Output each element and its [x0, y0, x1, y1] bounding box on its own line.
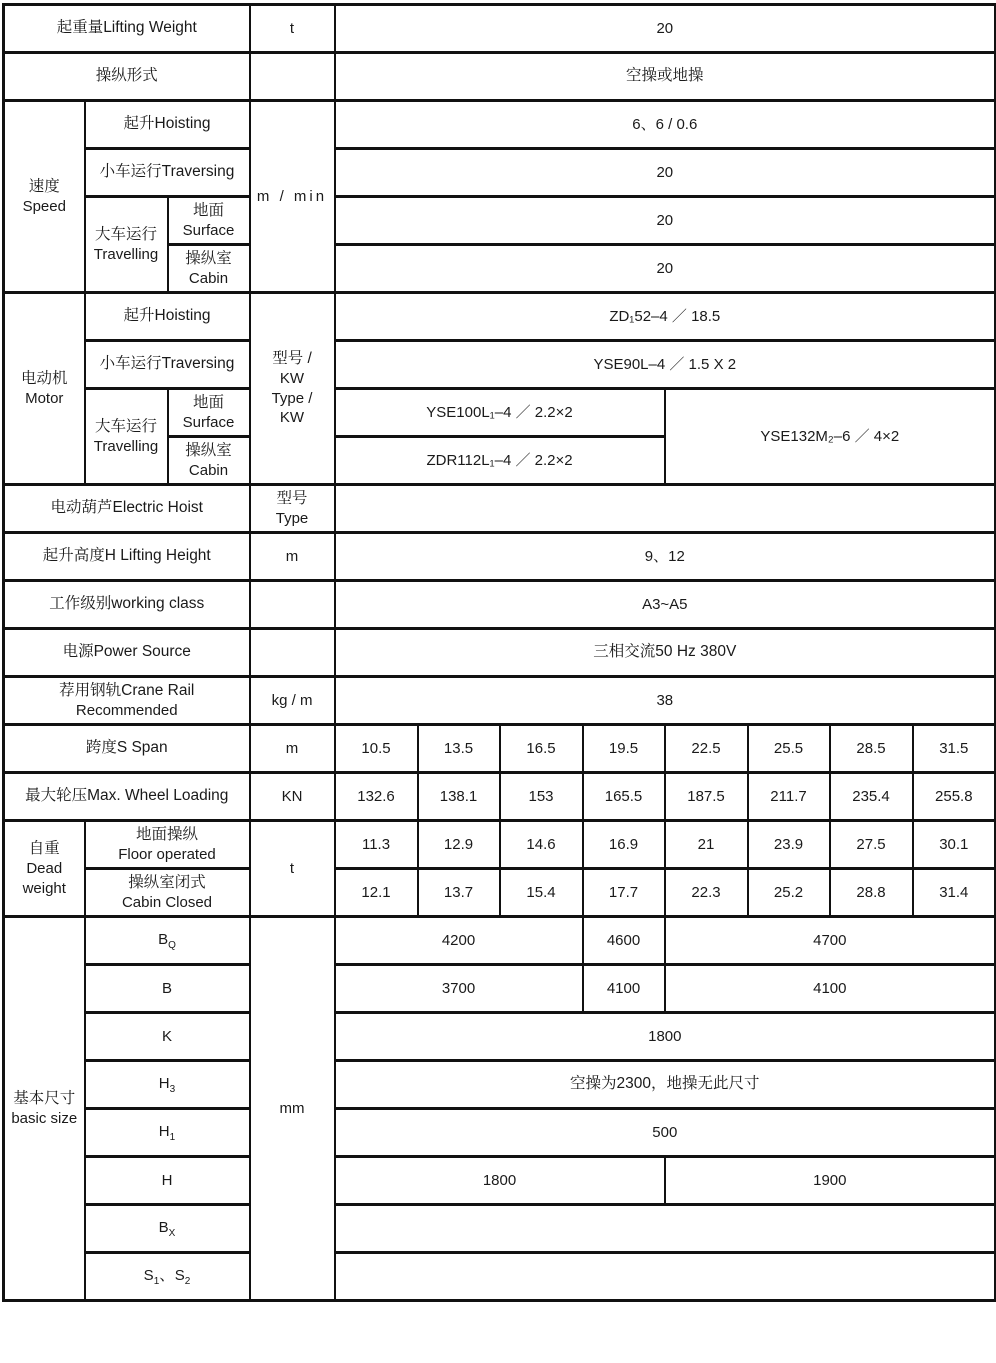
basic-size-h-value-2: 1900: [665, 1157, 996, 1205]
electric-hoist-unit-line2: Type: [275, 509, 309, 527]
lifting-weight-value: 20: [335, 5, 996, 53]
basic-size-bq-value-2: 4600: [583, 917, 665, 965]
span-value-cell: 16.5: [500, 725, 583, 773]
dead-weight-cabin-value-cell: 13.7: [418, 869, 500, 917]
basic-size-k-label: [85, 1013, 250, 1061]
row-basic-size-bx: [4, 1205, 996, 1253]
basic-size-b-value-3: 4100: [665, 965, 996, 1013]
span-value-cell: 13.5: [418, 725, 500, 773]
crane-rail-value: 38: [335, 677, 996, 725]
basic-size-h1-value: 500: [335, 1109, 996, 1157]
motor-unit-line1: 型号 /: [272, 350, 312, 368]
span-value-cell: 28.5: [830, 725, 913, 773]
row-basic-size-bq: [4, 917, 996, 965]
row-electric-hoist: [4, 485, 996, 533]
motor-cabin-label: [168, 437, 250, 485]
basic-size-bx-value: [335, 1205, 996, 1253]
basic-size-h-value-1: 1800: [335, 1157, 665, 1205]
bx-sub: X: [168, 1228, 176, 1239]
b-main: B: [162, 979, 173, 997]
dead-weight-cabin-value-cell: 28.8: [830, 869, 913, 917]
row-power-source: [4, 629, 996, 677]
control-mode-label: 操纵形式: [4, 53, 250, 101]
lifting-height-value: 9、12: [335, 533, 996, 581]
speed-cabin-value: 20: [335, 245, 996, 293]
motor-surface-label: [168, 389, 250, 437]
dead-weight-cabin-value-cell: 15.4: [500, 869, 583, 917]
row-speed-traversing: [4, 149, 996, 197]
basic-size-unit: mm: [250, 917, 335, 1301]
dead-weight-floor-value-cell: 30.1: [913, 821, 996, 869]
speed-group-en: Speed: [22, 197, 66, 215]
crane-rail-label-line1: 荐用钢轨Crane Rail: [59, 681, 195, 699]
dead-weight-cabin-value-cell: 25.2: [748, 869, 830, 917]
dead-weight-floor-value-cell: 27.5: [830, 821, 913, 869]
motor-travelling-label: [85, 389, 168, 485]
speed-cabin-zh: 操纵室: [185, 249, 232, 267]
motor-cabin-value: ZDR112L₁–4 ／ 2.2×2: [335, 437, 665, 485]
h-main: H: [161, 1171, 173, 1189]
dead-weight-floor-value-cell: 23.9: [748, 821, 830, 869]
speed-group-zh: 速度: [28, 177, 60, 195]
speed-hoisting-value: 6、6 / 0.6: [335, 101, 996, 149]
dead-weight-cabin-value-cell: 17.7: [583, 869, 665, 917]
dead-weight-cabin-value-cell: 12.1: [335, 869, 418, 917]
basic-size-k-value: 1800: [335, 1013, 996, 1061]
motor-traversing-label: 小车运行Traversing: [85, 341, 250, 389]
speed-surface-value: 20: [335, 197, 996, 245]
span-value-cell: 10.5: [335, 725, 418, 773]
motor-surface-value: YSE100L₁–4 ／ 2.2×2: [335, 389, 665, 437]
row-basic-size-k: [4, 1013, 996, 1061]
dead-weight-cabin-value-cell: 22.3: [665, 869, 748, 917]
speed-cabin-label: [168, 245, 250, 293]
row-basic-size-h: [4, 1157, 996, 1205]
dead-weight-group-en2: weight: [22, 879, 66, 897]
wheel-loading-value-cell: 138.1: [418, 773, 500, 821]
s1-sub: 1: [153, 1276, 160, 1287]
motor-travelling-combined-value: YSE132M₂–6 ／ 4×2: [665, 389, 996, 485]
dead-weight-floor-value-cell: 14.6: [500, 821, 583, 869]
motor-travelling-zh: 大车运行: [94, 417, 157, 435]
working-class-value: A3~A5: [335, 581, 996, 629]
working-class-unit: [250, 581, 335, 629]
dead-weight-floor-value-cell: 12.9: [418, 821, 500, 869]
motor-unit-line4: KW: [279, 409, 305, 427]
wheel-loading-value-cell: 153: [500, 773, 583, 821]
wheel-loading-unit: KN: [250, 773, 335, 821]
dead-weight-floor-value-cell: 16.9: [583, 821, 665, 869]
row-working-class: [4, 581, 996, 629]
crane-rail-label: [4, 677, 250, 725]
speed-surface-en: Surface: [182, 221, 235, 239]
row-speed-hoisting: [4, 101, 996, 149]
motor-group-en: Motor: [25, 389, 64, 407]
row-lifting-weight: [4, 5, 996, 53]
h3-main: H: [158, 1075, 170, 1092]
h3-sub: 3: [169, 1084, 176, 1095]
dead-weight-group-zh: 自重: [28, 839, 60, 857]
motor-group-zh: 电动机: [20, 369, 68, 387]
s1-main: S: [143, 1267, 154, 1284]
span-value-cell: 19.5: [583, 725, 665, 773]
dead-weight-cabin-label: [85, 869, 250, 917]
bq-sub: Q: [168, 940, 176, 951]
speed-traversing-label: 小车运行Traversing: [85, 149, 250, 197]
wheel-loading-value-cell: 132.6: [335, 773, 418, 821]
span-unit: m: [250, 725, 335, 773]
speed-surface-label: [168, 197, 250, 245]
dead-weight-cabin-zh: 操纵室闭式: [128, 873, 206, 891]
span-label: 跨度S Span: [4, 725, 250, 773]
motor-unit-line2: KW: [279, 370, 305, 388]
h1-main: H: [158, 1123, 170, 1140]
speed-unit: m / min: [250, 101, 335, 293]
crane-rail-label-line2: Recommended: [75, 701, 178, 719]
dead-weight-floor-value-cell: 11.3: [335, 821, 418, 869]
row-basic-size-h1: [4, 1109, 996, 1157]
lifting-height-label: 起升高度H Lifting Height: [4, 533, 250, 581]
basic-size-s1s2-label: [85, 1253, 250, 1301]
row-speed-travelling-surface: [4, 197, 996, 245]
motor-cabin-zh: 操纵室: [185, 441, 232, 459]
row-wheel-loading: [4, 773, 996, 821]
span-value-cell: 22.5: [665, 725, 748, 773]
dead-weight-floor-en: Floor operated: [118, 845, 216, 863]
row-motor-traversing: [4, 341, 996, 389]
row-dead-weight-cabin: [4, 869, 996, 917]
bx-main: B: [158, 1219, 169, 1236]
wheel-loading-value-cell: 255.8: [913, 773, 996, 821]
basic-size-h3-value: 空操为2300，地操无此尺寸: [335, 1061, 996, 1109]
dead-weight-group-label: [4, 821, 85, 917]
wheel-loading-value-cell: 165.5: [583, 773, 665, 821]
speed-surface-zh: 地面: [193, 201, 225, 219]
bq-main: B: [158, 931, 169, 948]
basic-size-h-label: [85, 1157, 250, 1205]
basic-size-bq-label: [85, 917, 250, 965]
s2-sub: 2: [184, 1276, 191, 1287]
wheel-loading-label: 最大轮压Max. Wheel Loading: [4, 773, 250, 821]
wheel-loading-value-cell: 211.7: [748, 773, 830, 821]
speed-hoisting-label: 起升Hoisting: [85, 101, 250, 149]
basic-size-b-value-2: 4100: [583, 965, 665, 1013]
dead-weight-floor-zh: 地面操纵: [136, 825, 199, 843]
lifting-weight-label: 起重量Lifting Weight: [4, 5, 250, 53]
motor-group-label: [4, 293, 85, 485]
span-value-cell: 25.5: [748, 725, 830, 773]
k-main: K: [162, 1027, 173, 1045]
electric-hoist-label: 电动葫芦Electric Hoist: [4, 485, 250, 533]
crane-rail-unit: kg / m: [250, 677, 335, 725]
row-control-mode: [4, 53, 996, 101]
electric-hoist-unit-line1: 型号: [276, 489, 308, 507]
motor-unit-line3: Type /: [271, 389, 313, 407]
row-basic-size-s1s2: [4, 1253, 996, 1301]
basic-size-bq-value-1: 4200: [335, 917, 583, 965]
row-dead-weight-floor: [4, 821, 996, 869]
basic-size-group-en: basic size: [11, 1109, 78, 1127]
row-basic-size-h3: [4, 1061, 996, 1109]
speed-traversing-value: 20: [335, 149, 996, 197]
motor-traversing-value: YSE90L–4 ／ 1.5 X 2: [335, 341, 996, 389]
row-motor-travelling-surface: [4, 389, 996, 437]
dead-weight-cabin-value-cell: 31.4: [913, 869, 996, 917]
lifting-weight-unit: t: [250, 5, 335, 53]
control-mode-value: 空操或地操: [335, 53, 996, 101]
working-class-label: 工作级别working class: [4, 581, 250, 629]
basic-size-h1-label: [85, 1109, 250, 1157]
basic-size-s1s2-value: [335, 1253, 996, 1301]
span-value-cell: 31.5: [913, 725, 996, 773]
lifting-height-unit: m: [250, 533, 335, 581]
speed-cabin-en: Cabin: [188, 269, 229, 287]
motor-cabin-en: Cabin: [188, 461, 229, 479]
power-source-unit: [250, 629, 335, 677]
speed-travelling-en: Travelling: [93, 245, 159, 263]
motor-surface-zh: 地面: [193, 393, 225, 411]
basic-size-h3-label: [85, 1061, 250, 1109]
speed-travelling-label: [85, 197, 168, 293]
motor-travelling-en: Travelling: [93, 437, 159, 455]
h1-sub: 1: [169, 1132, 176, 1143]
row-basic-size-b: [4, 965, 996, 1013]
wheel-loading-value-cell: 187.5: [665, 773, 748, 821]
row-motor-hoisting: [4, 293, 996, 341]
crane-spec-table: [2, 3, 996, 1302]
dead-weight-floor-value-cell: 21: [665, 821, 748, 869]
row-lifting-height: [4, 533, 996, 581]
motor-unit: [250, 293, 335, 485]
motor-surface-en: Surface: [182, 413, 235, 431]
row-span: [4, 725, 996, 773]
row-crane-rail: [4, 677, 996, 725]
speed-travelling-zh: 大车运行: [94, 225, 157, 243]
power-source-label: 电源Power Source: [4, 629, 250, 677]
basic-size-bq-value-3: 4700: [665, 917, 996, 965]
basic-size-b-value-1: 3700: [335, 965, 583, 1013]
power-source-value: 三相交流50 Hz 380V: [335, 629, 996, 677]
control-mode-unit: [250, 53, 335, 101]
basic-size-group-label: [4, 917, 85, 1301]
electric-hoist-unit: [250, 485, 335, 533]
dead-weight-group-en1: Dead: [26, 860, 63, 878]
motor-hoisting-value: ZD₁52–4 ／ 18.5: [335, 293, 996, 341]
s1s2-separator: 、: [159, 1267, 175, 1284]
speed-group-label: [4, 101, 85, 293]
s2-main: S: [174, 1267, 185, 1284]
dead-weight-unit: t: [250, 821, 335, 917]
electric-hoist-value: [335, 485, 996, 533]
dead-weight-cabin-en: Cabin Closed: [121, 893, 213, 911]
basic-size-b-label: [85, 965, 250, 1013]
dead-weight-floor-label: [85, 821, 250, 869]
motor-hoisting-label: 起升Hoisting: [85, 293, 250, 341]
basic-size-bx-label: [85, 1205, 250, 1253]
wheel-loading-value-cell: 235.4: [830, 773, 913, 821]
basic-size-group-zh: 基本尺寸: [13, 1089, 76, 1107]
